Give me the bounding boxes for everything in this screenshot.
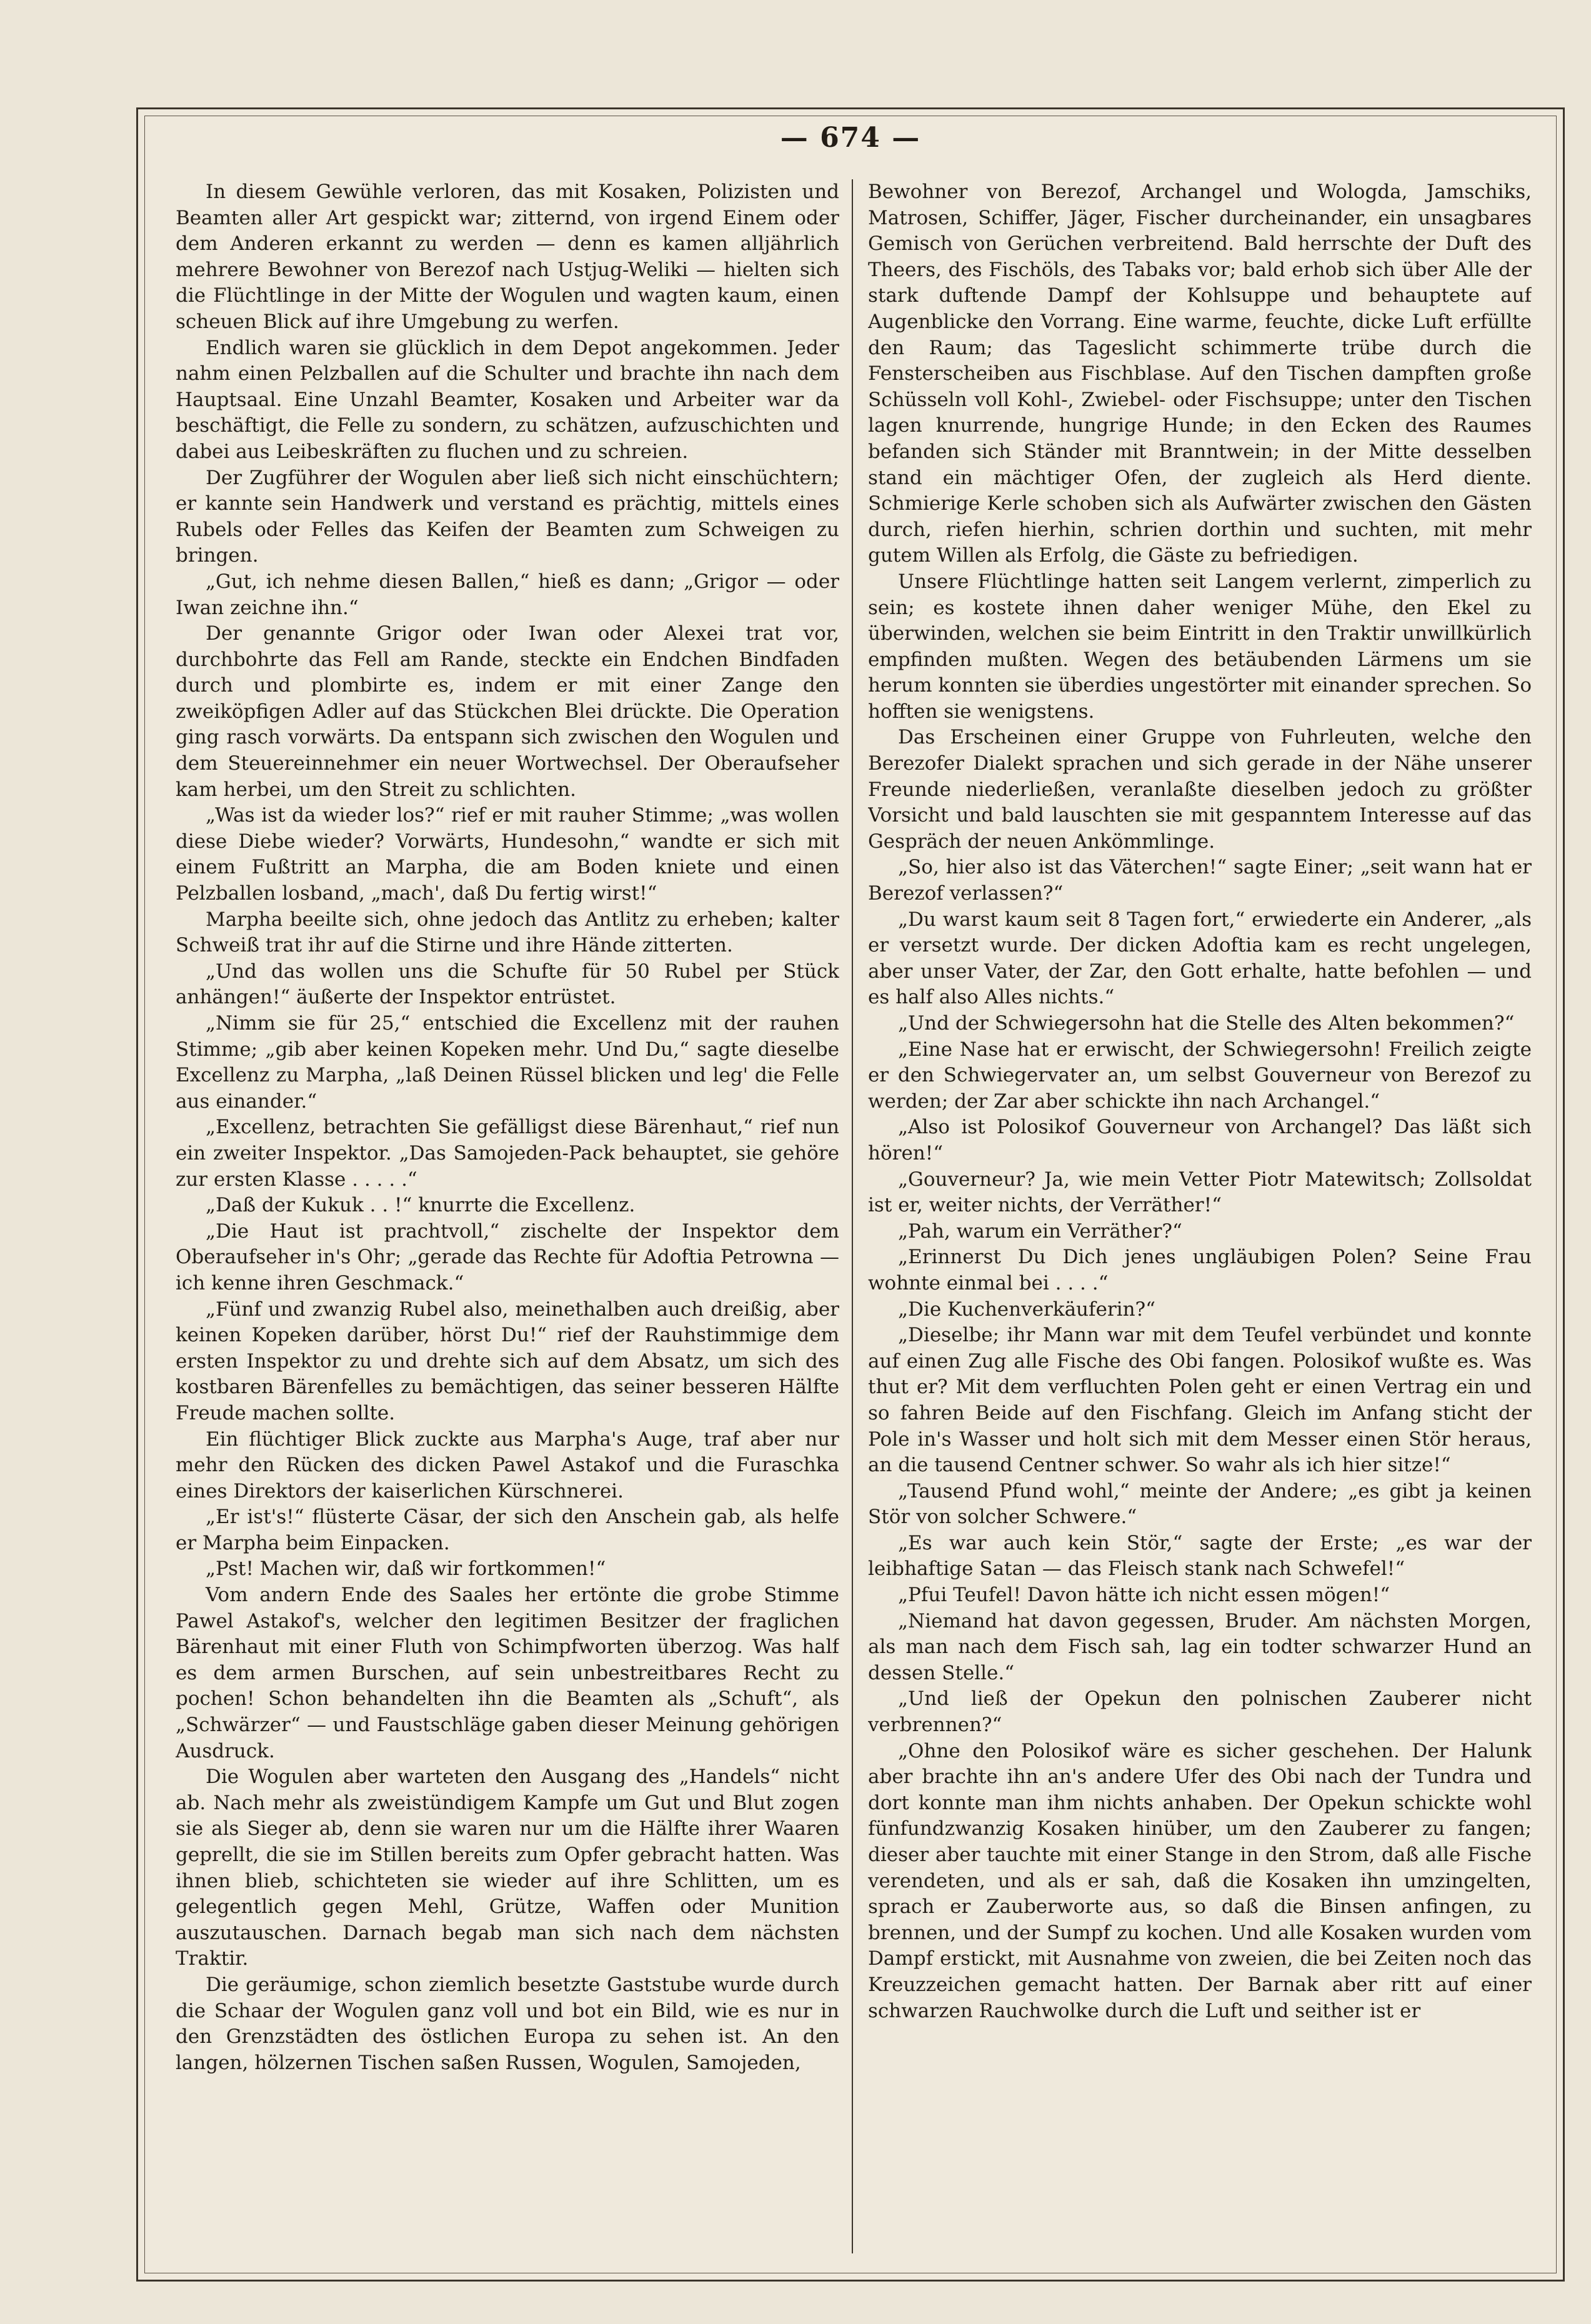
paragraph: Vom andern Ende des Saales her ertönte die grobe Stimme Pawel Astakof's, welcher den legitimen Besitzer der fraglichen Bärenhaut mit einer Fluth von Schimpfworten überzog. Was half es dem armen Burschen, auf sein unbestreitbares Recht zu pochen! Schon behandelten ihn die Beamten als „Schuft“, als „Schwärzer“ — und Faustschläge gaben dieser Meinung gehörigen Ausdruck.	[176, 1584, 839, 1762]
paragraph: „Nimm sie für 25,“ entschied die Excellenz mit der rauhen Stimme; „gib aber keinen Kopeken mehr. Und Du,“ sagte dieselbe Excellenz zu Marpha, „laß Deinen Rüssel blicken und leg' die Felle aus einander.“	[176, 1012, 839, 1113]
paragraph: „Niemand hat davon gegessen, Bruder. Am nächsten Morgen, als man nach dem Fisch sah, lag ein todter schwarzer Hund an dessen Stelle.“	[868, 1609, 1532, 1684]
paragraph: „Er ist's!“ flüsterte Cäsar, der sich den Anschein gab, als helfe er Marpha beim Einpacken.	[176, 1506, 839, 1554]
paragraph: „Daß der Kukuk . . !“ knurrte die Excellenz.	[206, 1194, 636, 1217]
paragraph: „So, hier also ist das Väterchen!“ sagte Einer; „seit wann hat er Berezof verlassen?“	[868, 856, 1532, 905]
paragraph: „Und das wollen uns die Schufte für 50 Rubel per Stück anhängen!“ äußerte der Inspektor entrüstet.	[176, 960, 839, 1009]
paragraph: „Erinnerst Du Dich jenes ungläubigen Polen? Seine Frau wohnte einmal bei . . . .“	[868, 1246, 1532, 1294]
paragraph: „Excellenz, betrachten Sie gefälligst diese Bärenhaut,“ rief nun ein zweiter Inspektor. „Das Samojeden-Pack behauptet, sie gehöre zur ersten Klasse . . . . .“	[176, 1116, 839, 1191]
paragraph: „Ohne den Polosikof wäre es sicher geschehen. Der Halunk aber brachte ihn an's andere Ufer des Obi nach der Tundra und dort konnte man ihm nichts anhaben. Der Opekun schickte wohl fünfundzwanzig Kosaken hinüber, um den Zauberer zu fangen; dieser aber tauchte mit einer Stange in den Strom, daß alle Fische verendeten, und als er sah, daß die Kosaken ihn umzingelten, sprach er Zauberworte aus, so daß die Binsen anfingen, zu brennen, und der Sumpf zu kochen. Und alle Kosaken wurden vom Dampf erstickt, mit Ausnahme von zweien, die bei Zeiten noch das Kreuzzeichen gemacht hatten. Der Barnak aber ritt auf einer schwarzen Rauchwolke durch die Luft und seither ist er	[868, 1739, 1532, 2022]
paragraph: „Die Kuchenverkäuferin?“	[898, 1298, 1156, 1321]
paragraph: „Du warst kaum seit 8 Tagen fort,“ erwiederte ein Anderer, „als er versetzt wurde. Der dicken Adoftia kam es recht ungelegen, aber unser Vater, der Zar, den Gott erhalte, hatte befohlen — und es half also Alles nichts.“	[868, 908, 1532, 1009]
paragraph: Die geräumige, schon ziemlich besetzte Gaststube wurde durch die Schaar der Wogulen ganz voll und bot ein Bild, wie es nur in den Grenzstädten des östlichen Europa zu sehen ist. An den langen, hölzernen Tischen saßen Russen, Wogulen, Samojeden,	[176, 1973, 839, 2074]
paragraph: „Und ließ der Opekun den polnischen Zauberer nicht verbrennen?“	[868, 1687, 1532, 1737]
paragraph: „Pfui Teufel! Davon hätte ich nicht essen mögen!“	[898, 1584, 1390, 1607]
paragraph: „Was ist da wieder los?“ rief er mit rauher Stimme; „was wollen diese Diebe wieder? Vorwärts, Hundesohn,“ wandte er sich mit einem Fußtritt an Marpha, die am Boden kniete und einen Pelzballen losband, „mach', daß Du fertig wirst!“	[176, 804, 839, 905]
paragraph: Die Wogulen aber warteten den Ausgang des „Handels“ nicht ab. Nach mehr als zweistündigem Kampfe um Gut und Blut zogen sie als Sieger ab, denn sie waren nur um die Hälfte ihrer Waaren geprellt, die sie im Stillen bereits zum Opfer gebracht hatten. Was ihnen blieb, schichteten sie wieder auf ihre Schlitten, um es gelegentlich gegen Mehl, Grütze, Waffen oder Munition auszutauschen. Darnach begab man sich nach dem nächsten Traktir.	[176, 1765, 839, 1970]
paragraph: „Gouverneur? Ja, wie mein Vetter Piotr Matewitsch; Zollsoldat ist er, weiter nichts, der Verräther!“	[868, 1168, 1532, 1217]
paragraph: „Fünf und zwanzig Rubel also, meinethalben auch dreißig, aber keinen Kopeken darüber, hörst Du!“ rief der Rauhstimmige dem ersten Inspektor zu und drehte sich auf dem Absatz, um sich des kostbaren Bärenfelles zu bemächtigen, das seiner besseren Hälfte Freude machen sollte.	[176, 1298, 839, 1424]
paragraph: In diesem Gewühle verloren, das mit Kosaken, Polizisten und Beamten aller Art gespickt war; zitternd, von irgend Einem oder dem Anderen erkannt zu werden — denn es kamen alljährlich mehrere Bewohner von Berezof nach Ustjug-Weliki — hielten sich die Flüchtlinge in der Mitte der Wogulen und wagten kaum, einen scheuen Blick auf ihre Umgebung zu werfen.	[176, 181, 839, 333]
paragraph: „Pst! Machen wir, daß wir fortkommen!“	[206, 1557, 606, 1581]
page-number: — 674 —	[780, 122, 921, 154]
paragraph: Unsere Flüchtlinge hatten seit Langem verlernt, zimperlich zu sein; es kostete ihnen daher weniger Mühe, den Ekel zu überwinden, welchen sie beim Eintritt in den Traktir unwillkürlich empfinden mußten. Wegen des betäubenden Lärmens um sie herum konnten sie überdies ungestörter mit einander sprechen. So hofften sie wenigstens.	[868, 570, 1532, 723]
paragraph: Endlich waren sie glücklich in dem Depot angekommen. Jeder nahm einen Pelzballen auf die Schulter und brachte ihn nach dem Hauptsaal. Eine Unzahl Beamter, Kosaken und Arbeiter war da beschäftigt, die Felle zu sondern, zu schätzen, aufzuschichten und dabei aus Leibeskräften zu fluchen und zu schreien.	[176, 336, 839, 463]
paragraph: „Also ist Polosikof Gouverneur von Archangel? Das läßt sich hören!“	[868, 1116, 1532, 1164]
paragraph: „Tausend Pfund wohl,“ meinte der Andere; „es gibt ja keinen Stör von solcher Schwere.“	[868, 1479, 1532, 1529]
right-column	[868, 179, 1532, 2253]
paragraph: Bewohner von Berezof, Archangel und Wologda, Jamschiks, Matrosen, Schiffer, Jäger, Fischer durcheinander, ein unsagbares Gemisch von Gerüchen verbreitend. Bald herrschte der Duft des Theers, des Fischöls, des Tabaks vor; bald erhob sich über Alle der stark duftende Dampf der Kohlsuppe und behauptete auf Augenblicke den Vorrang. Eine warme, feuchte, dicke Luft erfüllte den Raum; das Tageslicht schimmerte trübe durch die Fensterscheiben aus Fischblase. Auf den Tischen dampften große Schüsseln voll Kohl-, Zwiebel- oder Fischsuppe; unter den Tischen lagen knurrende, hungrige Hunde; in den Ecken des Raumes befanden sich Ständer mit Branntwein; in der Mitte desselben stand ein mächtiger Ofen, der zugleich als Herd diente. Schmierige Kerle schoben sich als Aufwärter zwischen den Gästen durch, riefen hierhin, schrien dorthin und suchten, mit mehr gutem Willen als Erfolg, die Gäste zu befriedigen.	[868, 181, 1532, 567]
paragraph: „Es war auch kein Stör,“ sagte der Erste; „es war der leibhaftige Satan — das Fleisch stank nach Schwefel!“	[868, 1531, 1532, 1581]
paragraph: „Und der Schwiegersohn hat die Stelle des Alten bekommen?“	[898, 1012, 1515, 1035]
column-divider	[852, 179, 853, 2253]
paragraph: „Dieselbe; ihr Mann war mit dem Teufel verbündet und konnte auf einen Zug alle Fische des Obi fangen. Polosikof wußte es. Was thut er? Mit dem verfluchten Polen geht er einen Vertrag ein und so fahren Beide auf den Fischfang. Gleich im Anfang sticht der Pole in's Wasser und holt sich mit dem Messer einen Stör heraus, an die tausend Centner schwer. So wahr als ich hier sitze!“	[868, 1324, 1532, 1477]
left-column	[176, 179, 839, 2253]
paragraph: Marpha beeilte sich, ohne jedoch das Antlitz zu erheben; kalter Schweiß trat ihr auf die Stirne und ihre Hände zitterten.	[176, 908, 839, 957]
paragraph: Ein flüchtiger Blick zuckte aus Marpha's Auge, traf aber nur mehr den Rücken des dicken Pawel Astakof und die Furaschka eines Direktors der kaiserlichen Kürschnerei.	[176, 1428, 839, 1502]
paragraph: Das Erscheinen einer Gruppe von Fuhrleuten, welche den Berezofer Dialekt sprachen und sich gerade in der Nähe unserer Freunde niederließen, veranlaßte dieselben jedoch zu größter Vorsicht und bald lauschten sie mit gespanntem Interesse auf das Gespräch der neuen Ankömmlinge.	[868, 726, 1532, 853]
paragraph: „Gut, ich nehme diesen Ballen,“ hieß es dann; „Grigor — oder Iwan zeichne ihn.“	[176, 570, 839, 619]
paragraph: Der genannte Grigor oder Iwan oder Alexei trat vor, durchbohrte das Fell am Rande, steckte ein Endchen Bindfaden durch und plombirte es, indem er mit einer Zange den zweiköpfigen Adler auf das Stückchen Blei drückte. Die Operation ging rasch vorwärts. Da entspann sich zwischen den Wogulen und dem Steuereinnehmer ein neuer Wortwechsel. Der Oberaufseher kam herbei, um den Streit zu schlichten.	[176, 622, 839, 801]
paragraph: „Eine Nase hat er erwischt, der Schwiegersohn! Freilich zeigte er den Schwiegervater an, um selbst Gouverneur von Berezof zu werden; der Zar aber schickte ihn nach Archangel.“	[868, 1038, 1532, 1113]
paragraph: „Pah, warum ein Verräther?“	[898, 1219, 1182, 1243]
newspaper-page	[136, 107, 1565, 2282]
paragraph: Der Zugführer der Wogulen aber ließ sich nicht einschüchtern; er kannte sein Handwerk und verstand es prächtig, mittels eines Rubels oder Felles das Keifen der Beamten zum Schweigen zu bringen.	[176, 466, 839, 567]
paragraph: „Die Haut ist prachtvoll,“ zischelte der Inspektor dem Oberaufseher in's Ohr; „gerade das Rechte für Adoftia Petrowna — ich kenne ihren Geschmack.“	[176, 1219, 839, 1294]
